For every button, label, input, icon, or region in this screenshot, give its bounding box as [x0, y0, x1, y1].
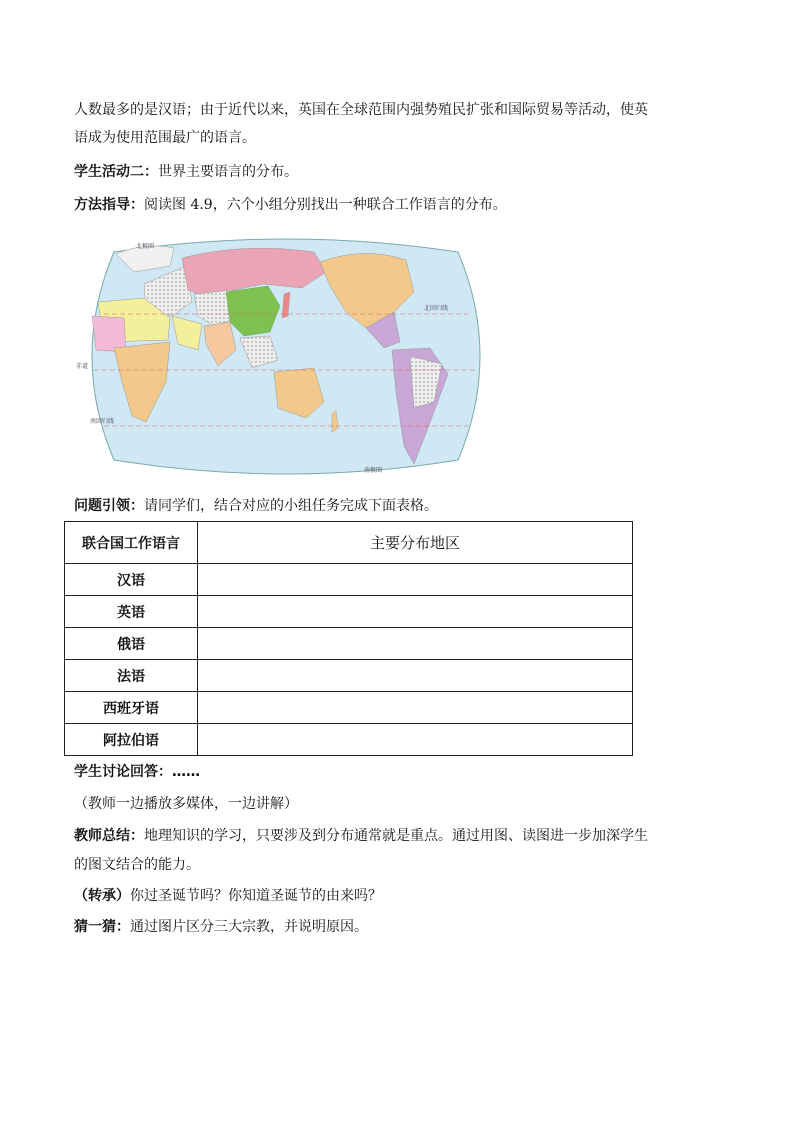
table-row	[65, 596, 633, 628]
language-cell: 英语	[65, 596, 198, 628]
guess-label: 猜一猜：	[74, 919, 130, 935]
teacher-summary-line-2: 的图文结合的能力。	[74, 857, 200, 873]
paragraph-line-1: 人数最多的是汉语；由于近代以来，英国在全球范围内强势殖民扩张和国际贸易等活动，使英	[74, 102, 648, 118]
question-guide-label: 问题引领：	[74, 498, 144, 514]
label-tropic-cancer: 北回归线	[424, 305, 449, 312]
teacher-summary	[74, 826, 648, 846]
language-cell: 汉语	[65, 564, 198, 596]
table-row	[65, 628, 633, 660]
teacher-note: （教师一边播放多媒体，一边讲解）	[74, 796, 298, 812]
method-guide-text: 阅读图 4.9，六个小组分别找出一种联合工作语言的分布。	[144, 197, 507, 213]
teacher-summary-label: 教师总结：	[74, 828, 144, 844]
transition-label: （转承）	[74, 888, 130, 904]
table-row	[65, 660, 633, 692]
language-cell: 阿拉伯语	[65, 724, 198, 756]
student-discussion	[74, 762, 200, 782]
region-cell[interactable]	[198, 596, 633, 628]
transition-text: 你过圣诞节吗？你知道圣诞节的由来吗？	[130, 888, 382, 904]
student-discussion-label: 学生讨论回答：	[74, 764, 172, 780]
table-row	[65, 692, 633, 724]
label-equator: 赤道	[76, 363, 89, 370]
french-region	[92, 316, 126, 352]
label-arctic-circle: 北极圈	[136, 243, 155, 250]
label-antarctic-circle: 南极圈	[364, 467, 383, 474]
table-row	[65, 724, 633, 756]
method-guide	[74, 195, 507, 215]
transition	[74, 886, 382, 906]
activity-2-label: 学生活动二：	[74, 164, 158, 180]
teacher-summary-line-1: 地理知识的学习，只要涉及到分布通常就是重点。通过用图、读图进一步加深学生	[144, 828, 648, 844]
activity-2	[74, 162, 298, 182]
guess-text: 通过图片区分三大宗教，并说明原因。	[130, 919, 368, 935]
table-header-row	[65, 522, 633, 564]
language-cell: 俄语	[65, 628, 198, 660]
activity-2-text: 世界主要语言的分布。	[158, 164, 298, 180]
label-tropic-capricorn: 南回归线	[90, 418, 115, 425]
table-header-language: 联合国工作语言	[65, 522, 198, 564]
table-header-region: 主要分布地区	[198, 522, 633, 564]
language-table	[64, 521, 633, 756]
world-language-map	[74, 232, 498, 480]
student-discussion-text: ……	[172, 764, 200, 780]
table-row	[65, 564, 633, 596]
region-cell[interactable]	[198, 628, 633, 660]
guess	[74, 917, 368, 937]
language-cell: 西班牙语	[65, 692, 198, 724]
region-cell[interactable]	[198, 564, 633, 596]
region-cell[interactable]	[198, 692, 633, 724]
language-cell: 法语	[65, 660, 198, 692]
question-guide-text: 请同学们，结合对应的小组任务完成下面表格。	[144, 498, 438, 514]
paragraph-line-2: 语成为使用范围最广的语言。	[74, 130, 256, 146]
method-guide-label: 方法指导：	[74, 197, 144, 213]
region-cell[interactable]	[198, 660, 633, 692]
region-cell[interactable]	[198, 724, 633, 756]
question-guide	[74, 496, 438, 516]
